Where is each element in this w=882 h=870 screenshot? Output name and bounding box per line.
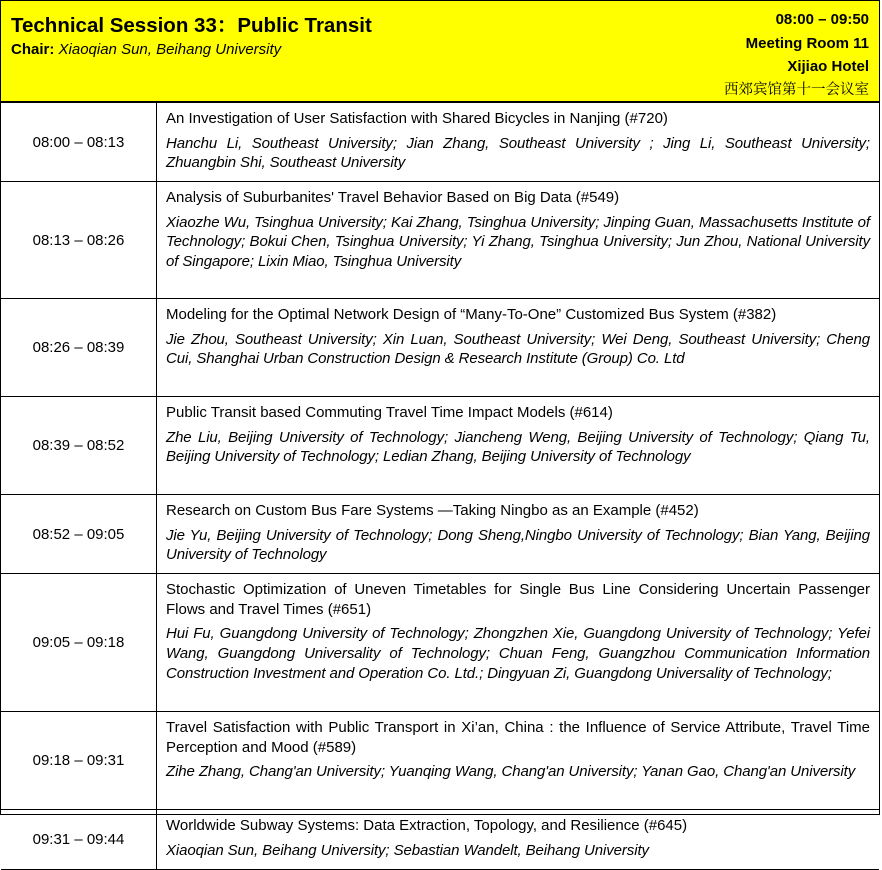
paper-row: [1, 712, 879, 810]
session-venue-cn: 西郊宾馆第十一会议室: [724, 81, 869, 98]
paper-time: 08:39 – 08:52: [1, 397, 157, 495]
paper-time: 09:05 – 09:18: [1, 574, 157, 712]
paper-row: [1, 810, 879, 870]
paper-row: [1, 495, 879, 574]
session-title: Technical Session 33：Public Transit: [11, 14, 372, 37]
paper-authors: Hanchu Li, Southeast University; Jian Zhang, Southeast University ; Jing Li, Southeast University; Zhuangbin Shi, Southeast University: [166, 134, 870, 172]
paper-authors: Jie Zhou, Southeast University; Xin Luan, Southeast University; Wei Deng, Southeast University; Cheng Cui, Shanghai Urban Construction Design & Research Institute (Group) Co. Ltd: [166, 330, 870, 368]
paper-title: Public Transit based Commuting Travel Time Impact Models (#614): [166, 404, 613, 421]
paper-authors: Zihe Zhang, Chang'an University; Yuanqing Wang, Chang'an University; Yanan Gao, Chang'an University: [166, 763, 856, 781]
paper-title: Research on Custom Bus Fare Systems —Taking Ningbo as an Example (#452): [166, 502, 699, 519]
paper-authors: Xiaoqian Sun, Beihang University; Sebastian Wandelt, Beihang University: [166, 841, 649, 859]
paper-cell: [157, 712, 880, 810]
paper-time: 08:52 – 09:05: [1, 495, 157, 574]
paper-title: Worldwide Subway Systems: Data Extraction, Topology, and Resilience (#645): [166, 817, 688, 834]
paper-cell: [157, 103, 880, 182]
session-hotel: Xijiao Hotel: [787, 58, 869, 75]
paper-cell: [157, 574, 880, 712]
session-chair: [11, 41, 281, 58]
paper-time: 09:31 – 09:44: [1, 810, 157, 870]
paper-authors: Zhe Liu, Beijing University of Technology; Jiancheng Weng, Beijing University of Technology; Qiang Tu, Beijing University of Technology; Ledian Zhang, Beijing University of Technology: [166, 428, 870, 466]
paper-title: Stochastic Optimization of Uneven Timetables for Single Bus Line Considering Uncertain Passenger Flows and Travel Times (#651): [166, 581, 870, 618]
paper-title: Analysis of Suburbanites' Travel Behavior Based on Big Data (#549): [166, 189, 620, 206]
session-time: 08:00 – 09:50: [775, 11, 869, 28]
paper-time: 08:26 – 08:39: [1, 299, 157, 397]
paper-cell: [157, 182, 880, 299]
paper-title: Modeling for the Optimal Network Design of “Many-To-One” Customized Bus System (#382): [166, 306, 777, 323]
paper-row: [1, 299, 879, 397]
paper-authors: Hui Fu, Guangdong University of Technology; Zhongzhen Xie, Guangdong University of Technology; Yefei Wang, Guangdong Universality of Technology; Chuan Feng, Guangzhou Communication Information Construction Investment and Operation Co. Ltd.; Dingyuan Zi, Guangdong Universality of Technology;: [166, 625, 870, 682]
paper-table: [1, 102, 879, 870]
paper-row: [1, 574, 879, 712]
paper-cell: [157, 495, 880, 574]
paper-time: 09:18 – 09:31: [1, 712, 157, 810]
paper-row: [1, 182, 879, 299]
paper-row: [1, 397, 879, 495]
paper-row: [1, 103, 879, 182]
paper-authors: Xiaozhe Wu, Tsinghua University; Kai Zhang, Tsinghua University; Jinping Guan, Massachusetts Institute of Technology; Bokui Chen, Tsinghua University; Yi Zhang, Tsinghua University; Jun Zhou, National University of Singapore; Lixin Miao, Tsinghua University: [166, 213, 870, 271]
paper-time: 08:13 – 08:26: [1, 182, 157, 299]
session-header: [1, 1, 879, 102]
chair-name: Xiaoqian Sun, Beihang University: [58, 41, 282, 58]
paper-cell: [157, 299, 880, 397]
paper-time: 08:00 – 08:13: [1, 103, 157, 182]
paper-cell: [157, 397, 880, 495]
session-room: Meeting Room 11: [745, 34, 869, 52]
paper-cell: [157, 810, 880, 870]
paper-authors: Jie Yu, Beijing University of Technology; Dong Sheng,Ningbo University of Technology; Bian Yang, Beijing University of Technology: [166, 526, 870, 564]
paper-title: An Investigation of User Satisfaction with Shared Bicycles in Nanjing (#720): [166, 110, 668, 127]
paper-title: Travel Satisfaction with Public Transport in Xi’an, China : the Influence of Service Attribute, Travel Time Perception and Mood (#589): [166, 719, 870, 756]
session-venue-block: [724, 8, 869, 102]
chair-label: Chair:: [11, 41, 55, 58]
